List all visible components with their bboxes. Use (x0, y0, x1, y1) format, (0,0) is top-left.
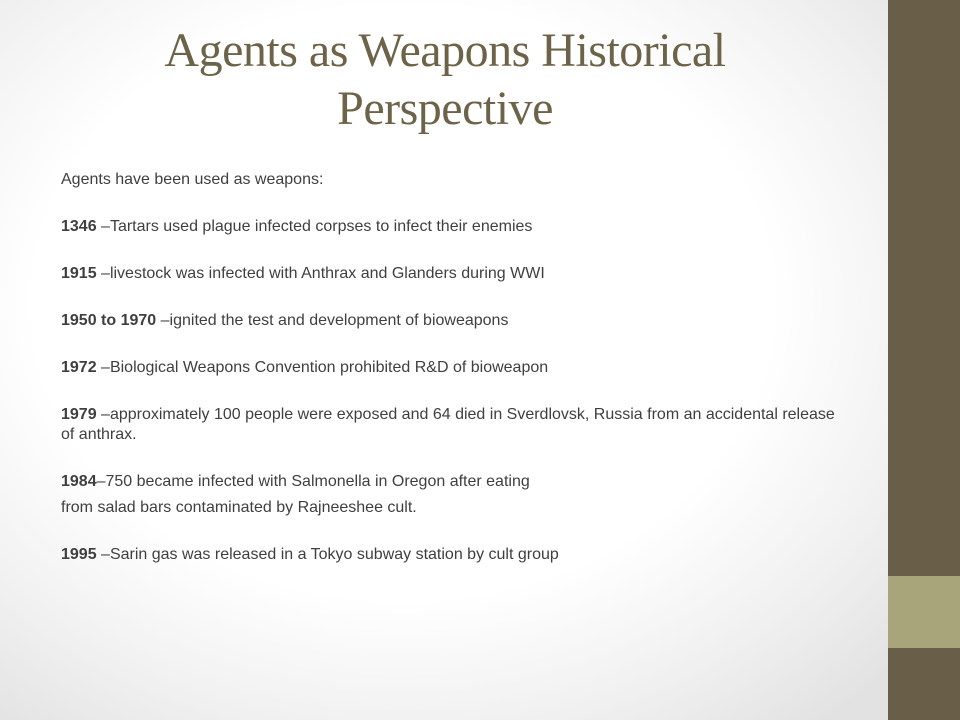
event-year: 1950 to 1970 (61, 312, 157, 329)
decorative-sidebar (888, 0, 960, 720)
event-text: –750 became infected with Salmonella in Oregon after eating (96, 473, 530, 490)
event-text: –livestock was infected with Anthrax and Glanders during WWI (96, 265, 545, 282)
sidebar-accent-block (888, 576, 960, 648)
slide-body (61, 170, 836, 592)
event-year: 1346 (61, 218, 97, 235)
event-continuation: from salad bars contaminated by Rajneeshee cult. (61, 499, 417, 516)
event-text: –Tartars used plague infected corpses to infect their enemies (96, 218, 533, 235)
event-item (61, 217, 836, 237)
event-item (61, 545, 836, 565)
sidebar-dark-block-bottom (888, 648, 960, 720)
event-year: 1995 (61, 546, 97, 563)
event-item (61, 405, 836, 445)
event-text: –Sarin gas was released in a Tokyo subway station by cult group (96, 546, 559, 563)
event-item (61, 472, 836, 492)
event-year: 1984 (61, 473, 97, 490)
event-text: –ignited the test and development of bioweapons (156, 312, 509, 329)
event-year: 1979 (61, 406, 97, 423)
event-text: –Biological Weapons Convention prohibited R&D of bioweapon (96, 359, 549, 376)
event-year: 1972 (61, 359, 97, 376)
event-year: 1915 (61, 265, 97, 282)
event-item (61, 264, 836, 284)
event-text: –approximately 100 people were exposed and 64 died in Sverdlovsk, Russia from an accidental release of anthrax. (61, 406, 835, 443)
sidebar-dark-block (888, 0, 960, 576)
slide-title: Agents as Weapons Historical Perspective (164, 24, 726, 135)
event-item (61, 311, 836, 331)
intro-text: Agents have been used as weapons: (61, 171, 324, 188)
event-item (61, 358, 836, 378)
